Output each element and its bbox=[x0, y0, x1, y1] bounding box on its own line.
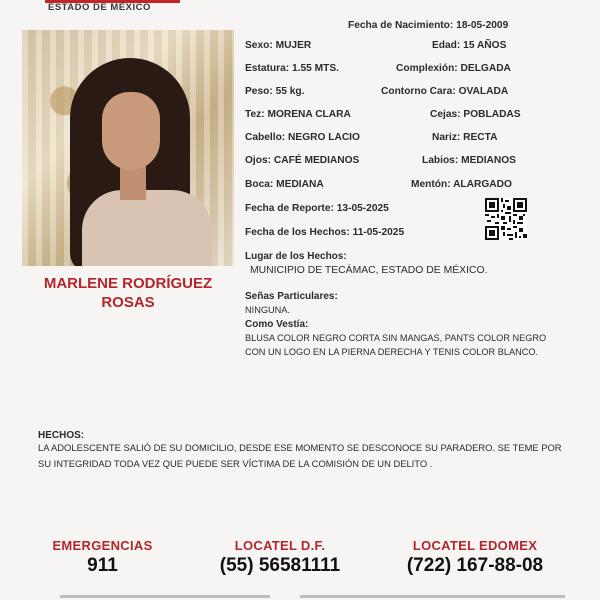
contact-locatel-edomex[interactable] bbox=[385, 538, 565, 577]
reporte-value: 13-05-2025 bbox=[336, 203, 389, 214]
complexion-label: Complexión: bbox=[396, 63, 458, 74]
field-nacimiento bbox=[348, 20, 508, 31]
vestia-label: Como Vestía: bbox=[245, 319, 309, 330]
contact-title: EMERGENCIAS bbox=[52, 538, 153, 553]
complexion-value: DELGADA bbox=[460, 63, 511, 74]
cejas-label: Cejas: bbox=[430, 109, 461, 120]
menton-label: Mentón: bbox=[411, 179, 451, 190]
cejas-value: POBLADAS bbox=[463, 109, 521, 120]
hechos-label: HECHOS: bbox=[38, 430, 85, 441]
field-ojos bbox=[245, 155, 359, 166]
field-cejas bbox=[430, 109, 521, 120]
field-reporte bbox=[245, 203, 389, 214]
field-contorno bbox=[381, 86, 508, 97]
peso-label: Peso: bbox=[245, 86, 273, 97]
hechos-line2: SU INTEGRIDAD TODA VEZ QUE PUEDE SER VÍCTIMA DE LA COMISIÓN DE UN DELITO . bbox=[38, 458, 433, 469]
field-complexion bbox=[396, 63, 511, 74]
fecha-hechos-label: Fecha de los Hechos: bbox=[245, 227, 350, 238]
cabello-label: Cabello: bbox=[245, 132, 286, 143]
menton-value: ALARGADO bbox=[453, 179, 512, 190]
contact-number[interactable]: (722) 167-88-08 bbox=[406, 555, 544, 576]
ojos-value: CAFÉ MEDIANOS bbox=[273, 155, 360, 166]
field-menton bbox=[411, 179, 512, 190]
cabello-value: NEGRO LACIO bbox=[288, 132, 360, 143]
senas-value: NINGUNA. bbox=[245, 305, 290, 315]
nariz-value: RECTA bbox=[463, 132, 498, 143]
reporte-label: Fecha de Reporte: bbox=[245, 203, 334, 214]
fecha-hechos-value: 11-05-2025 bbox=[352, 227, 405, 238]
missing-person-photo bbox=[22, 30, 234, 266]
field-fecha-hechos bbox=[245, 227, 404, 238]
edad-value: 15 AÑOS bbox=[463, 40, 507, 51]
person-name-line2: ROSAS bbox=[101, 294, 155, 311]
field-nariz bbox=[432, 132, 498, 143]
contorno-value: OVALADA bbox=[458, 86, 509, 97]
field-cabello bbox=[245, 132, 360, 143]
contact-number[interactable]: 911 bbox=[87, 555, 118, 576]
vestia-line2: CON UN LOGO EN LA PIERNA DERECHA Y TENIS COLOR BLANCO. bbox=[245, 347, 539, 357]
tez-label: Tez: bbox=[245, 109, 265, 120]
sexo-label: Sexo: bbox=[245, 40, 273, 51]
field-labios bbox=[422, 155, 516, 166]
lugar-label: Lugar de los Hechos: bbox=[245, 251, 347, 262]
contorno-label: Contorno Cara: bbox=[381, 86, 456, 97]
nacimiento-value: 18-05-2009 bbox=[456, 20, 509, 31]
person-name bbox=[22, 274, 234, 312]
field-edad bbox=[432, 40, 506, 51]
person-name-line1: MARLENE RODRÍGUEZ bbox=[43, 275, 213, 292]
contact-title: LOCATEL D.F. bbox=[234, 538, 326, 553]
boca-label: Boca: bbox=[245, 179, 274, 190]
labios-value: MEDIANOS bbox=[461, 155, 516, 166]
boca-value: MEDIANA bbox=[276, 179, 324, 190]
vestia-line1: BLUSA COLOR NEGRO CORTA SIN MANGAS, PANTS COLOR NEGRO bbox=[245, 333, 547, 343]
field-tez bbox=[245, 109, 351, 120]
edad-label: Edad: bbox=[432, 40, 461, 51]
header-state-label: ESTADO DE MÉXICO bbox=[48, 2, 151, 13]
contact-emergencias[interactable] bbox=[30, 538, 175, 577]
contact-number[interactable]: (55) 56581111 bbox=[219, 555, 341, 576]
contact-locatel-df[interactable] bbox=[195, 538, 365, 577]
peso-value: 55 kg. bbox=[275, 86, 305, 97]
field-peso bbox=[245, 86, 304, 97]
labios-label: Labios: bbox=[422, 155, 459, 166]
field-estatura bbox=[245, 63, 339, 74]
nariz-label: Nariz: bbox=[432, 132, 461, 143]
ojos-label: Ojos: bbox=[245, 155, 272, 166]
estatura-value: 1.55 MTS. bbox=[292, 63, 340, 74]
estatura-label: Estatura: bbox=[245, 63, 290, 74]
footer-divider-right bbox=[300, 595, 565, 598]
tez-value: MORENA CLARA bbox=[267, 109, 351, 120]
qr-code-icon[interactable] bbox=[485, 198, 527, 240]
nacimiento-label: Fecha de Nacimiento: bbox=[348, 20, 454, 31]
contact-title: LOCATEL EDOMEX bbox=[412, 538, 538, 553]
footer-divider-left bbox=[60, 595, 270, 598]
sexo-value: MUJER bbox=[275, 40, 312, 51]
lugar-value: MUNICIPIO DE TECÁMAC, ESTADO DE MÉXICO. bbox=[250, 265, 488, 276]
field-boca bbox=[245, 179, 324, 190]
field-sexo bbox=[245, 40, 311, 51]
senas-label: Señas Particulares: bbox=[245, 291, 338, 302]
hechos-line1: LA ADOLESCENTE SALIÓ DE SU DOMICILIO, DESDE ESE MOMENTO SE DESCONOCE SU PARADERO. SE TEME POR bbox=[38, 442, 562, 453]
